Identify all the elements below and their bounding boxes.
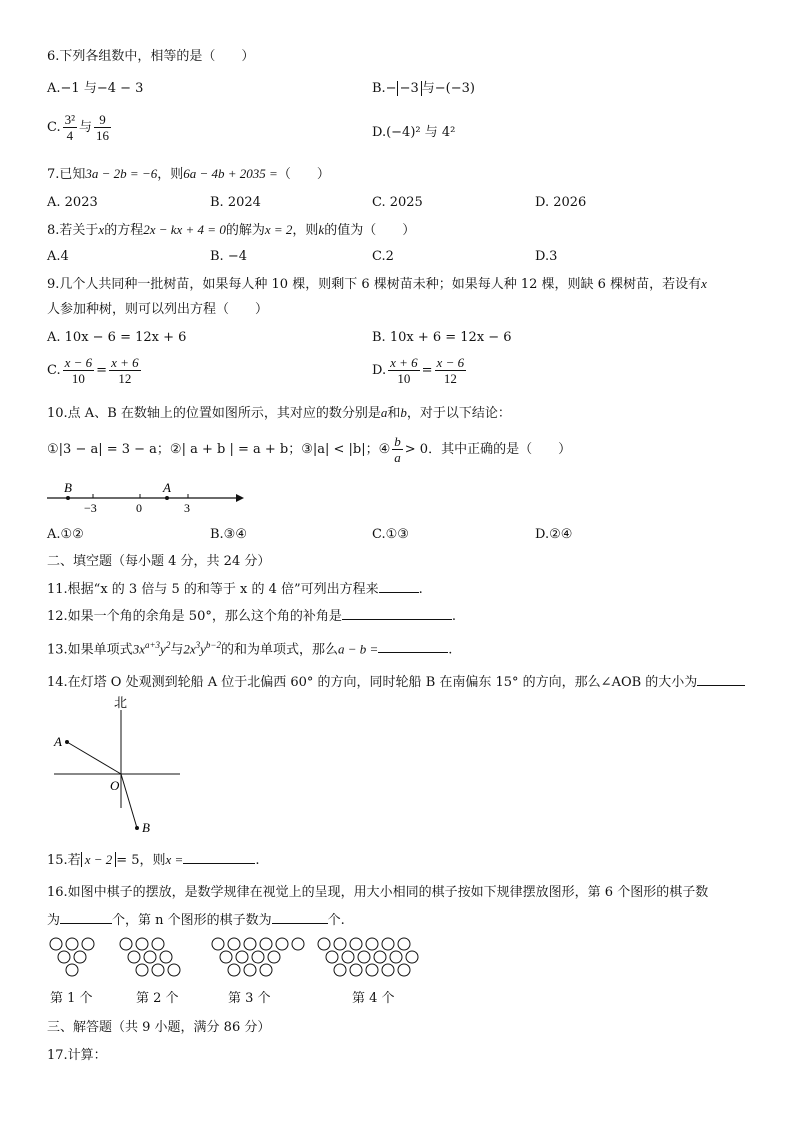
pattern-figure-2 <box>120 938 180 976</box>
q7-option-b: B. 2024 <box>210 195 261 210</box>
q9-option-d: D. $\frac{x + 6}{10}$ = $\frac{x - 6}{12}$ <box>372 355 465 386</box>
q6-option-b: B.− −3 与−(−3) <box>372 81 475 96</box>
q7-option-c: C. 2025 <box>372 195 423 210</box>
q16-line1: 16.如图中棋子的摆放，是数学规律在视觉上的呈现，用大小相同的棋子按如下规律摆放图形，第 6 个图形的棋子数 <box>47 885 709 900</box>
point-b <box>66 496 70 500</box>
point-a <box>65 740 69 744</box>
ray-oa <box>67 742 121 774</box>
q6-option-c: C. $\frac{\text{3²}}{4}$ 与 $\frac{9}{16}$ <box>47 112 110 143</box>
q10-stem: 10.点 A、B 在数轴上的位置如图所示，其对应的数分别是a和b，对于以下结论： <box>47 405 511 421</box>
q12: 12.如果一个角的余角是 50°，那么这个角的补角是 . <box>47 609 456 624</box>
q14-direction-figure <box>0 690 200 840</box>
pattern-caption-2: 第 2 个 <box>136 991 179 1006</box>
q8-stem: 8.若关于x的方程2x − kx + 4 = 0的解为x = 2，则k的值为（ ） <box>47 222 416 238</box>
pattern-caption-3: 第 3 个 <box>228 991 271 1006</box>
q11: 11.根据“x 的 3 倍与 5 的和等于 x 的 4 倍”可列出方程来 . <box>47 582 423 597</box>
north-label: 北 <box>114 695 128 710</box>
q13: 13.如果单项式$3x^{a+3}y^2$与$2x^3y^{b-2}$的和为单项式，那么a − b = . <box>47 640 453 658</box>
q9-option-a: A. 10x − 6 = 12x + 6 <box>47 330 187 345</box>
tick-label-neg3: −3 <box>84 501 97 515</box>
pattern-caption-4: 第 4 个 <box>352 991 395 1006</box>
q10-option-d: D.②④ <box>535 527 573 542</box>
section-2-heading: 二、填空题（每小题 4 分，共 24 分） <box>47 554 271 569</box>
q8-option-c: C.2 <box>372 249 394 264</box>
point-a <box>165 496 169 500</box>
q6-option-a: A.−1 与−4 − 3 <box>47 81 144 96</box>
q6-stem: 6.下列各组数中，相等的是（ ） <box>47 49 255 64</box>
tick-label-0: 0 <box>136 501 142 515</box>
q7-option-d: D. 2026 <box>535 195 587 210</box>
ray-ob <box>121 774 137 828</box>
q6-option-d: D.(−4)² 与 4² <box>372 125 456 140</box>
number-line-arrow-icon <box>236 494 244 502</box>
q8-option-b: B. −4 <box>210 249 247 264</box>
pattern-figure-1 <box>50 938 94 976</box>
q10-option-b: B.③④ <box>210 527 247 542</box>
pattern-caption-1: 第 1 个 <box>50 991 93 1006</box>
label-a: A <box>54 734 62 749</box>
q9-option-c: C. $\frac{x - 6}{10}$ = $\frac{x + 6}{12}$ <box>47 355 139 386</box>
q7-option-a: A. 2023 <box>47 195 98 210</box>
q16-chess-pattern <box>0 930 430 980</box>
q14: 14.在灯塔 O 处观测到轮船 A 位于北偏西 60° 的方向，同时轮船 B 在南偏东 15° 的方向，那么∠AOB 的大小为 <box>47 673 745 692</box>
q10-number-line <box>0 480 260 520</box>
q10-option-c: C.①③ <box>372 527 409 542</box>
q10-statements: ①|3 − a| = 3 − a；②| a + b | = a + b；③|a| < |b|；④ $\frac{b}{a}$ > 0．其中正确的是（ ） <box>47 434 572 465</box>
section-3-heading: 三、解答题（共 9 小题，满分 86 分） <box>47 1020 271 1035</box>
point-b <box>135 826 139 830</box>
q7-stem: 7.已知3a − 2b = −6，则6a − 4b + 2035 =（ ） <box>47 166 330 182</box>
q16-line2: 为 个，第 n 个图形的棋子数为 个. <box>47 913 345 928</box>
q9-stem-line2: 人参加种树，则可以列出方程（ ） <box>47 302 269 317</box>
tick-label-3: 3 <box>184 501 190 515</box>
q15: 15.若 x − 2 = 5，则x = . <box>47 852 260 868</box>
label-o: O <box>110 778 120 793</box>
label-a: A <box>163 480 171 495</box>
label-b: B <box>64 480 72 495</box>
pattern-figure-4 <box>318 938 418 976</box>
q9-option-b: B. 10x + 6 = 12x − 6 <box>372 330 512 345</box>
q10-option-a: A.①② <box>47 527 84 542</box>
pattern-figure-3 <box>212 938 304 976</box>
q17: 17.计算： <box>47 1048 107 1063</box>
q8-option-a: A.4 <box>47 249 69 264</box>
q8-option-d: D.3 <box>535 249 558 264</box>
label-b: B <box>142 820 150 835</box>
q9-stem-line1: 9.几个人共同种一批树苗，如果每人种 10 棵，则剩下 6 棵树苗未种；如果每人种 12 棵，则缺 6 棵树苗，若设有x <box>47 276 707 292</box>
